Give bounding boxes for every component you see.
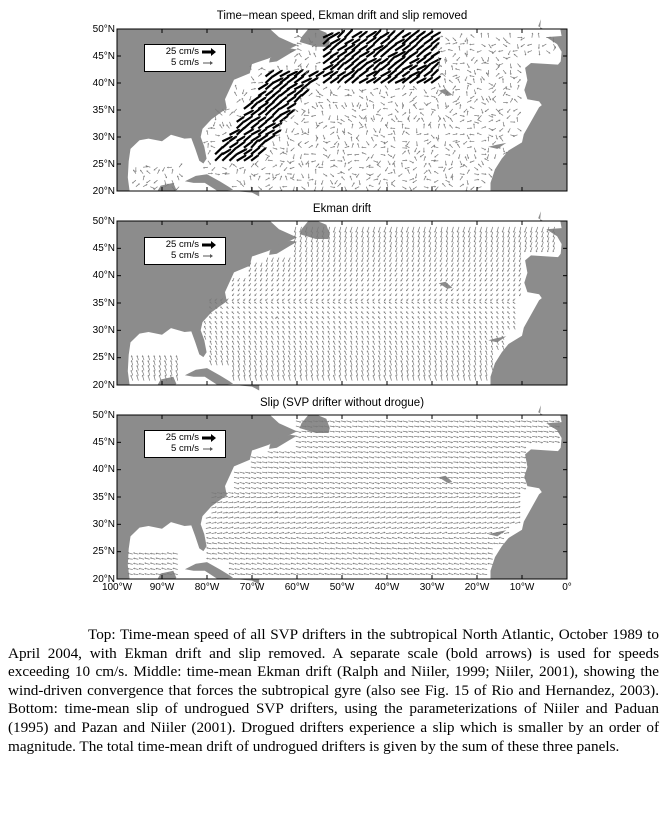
- lat-tick-label: 45°N: [92, 50, 115, 62]
- land-hispaniola: [232, 191, 259, 196]
- legend-thin-label: 5 cm/s: [171, 57, 199, 68]
- lat-tick-label: 35°N: [92, 104, 115, 116]
- lat-tick-label: 20°N: [92, 185, 115, 197]
- lat-tick-label: 40°N: [92, 77, 115, 89]
- lon-tick-label: 90°W: [149, 582, 175, 593]
- lon-tick-label: 50°W: [329, 582, 355, 593]
- thin-arrow-icon: [201, 250, 217, 262]
- panel-title-top: Time−mean speed, Ekman drift and slip removed: [216, 10, 468, 22]
- lat-tick-label: 30°N: [92, 324, 115, 336]
- lon-tick-label: 10°W: [509, 582, 535, 593]
- lon-tick-label: 80°W: [194, 582, 220, 593]
- lat-tick-label: 25°N: [92, 158, 115, 170]
- lon-tick-label: 0°: [562, 582, 572, 593]
- legend-bottom: [144, 430, 226, 458]
- lon-tick-label: 60°W: [284, 582, 310, 593]
- panel-title-bottom: Slip (SVP drifter without drogue): [259, 397, 425, 409]
- lat-tick-label: 45°N: [92, 242, 115, 254]
- lat-tick-label: 25°N: [92, 546, 115, 558]
- lat-tick-label: 35°N: [92, 491, 115, 503]
- legend-middle: [144, 237, 226, 265]
- figure-caption: Top: Time-mean speed of all SVP drifters in the subtropical North Atlantic, October 1989 to April 2004, with Ekman drift and slip removed. A separate scale (bold arrows) is used for speeds exceeding 10 cm/s. Middle: time-mean Ekman drift (Ralph and Niiler, 1999; Niiler, 2001), showing the wind-driven convergence that forces the subtropical gyre (also see Fig. 15 of Rio and Hernandez, 2003). Bottom: time-mean slip of undrogued SVP drifters, using the parameterizations of Niiler and Paduan (1995) and Pazan and Niiler (2001). Drogued drifters experience a slip which is smaller by an order of magnitude. The total time-mean drift of undrogued drifters is given by the sum of these three panels.: [8, 626, 659, 755]
- thin-arrow-icon: [201, 443, 217, 455]
- lat-tick-label: 50°N: [92, 215, 115, 227]
- lat-tick-label: 50°N: [92, 23, 115, 35]
- lon-tick-label: 30°W: [419, 582, 445, 593]
- legend-bold-label: 25 cm/s: [165, 46, 199, 57]
- legend-bold-label: 25 cm/s: [165, 239, 199, 250]
- lat-tick-label: 45°N: [92, 436, 115, 448]
- lat-tick-label: 40°N: [92, 464, 115, 476]
- legend-thin-label: 5 cm/s: [171, 443, 199, 454]
- lat-tick-label: 50°N: [92, 409, 115, 421]
- legend-thin-label: 5 cm/s: [171, 250, 199, 261]
- lon-tick-label: 20°W: [464, 582, 490, 593]
- lat-tick-label: 25°N: [92, 352, 115, 364]
- lon-tick-label: 70°W: [239, 582, 265, 593]
- lon-tick-label: 100°W: [101, 582, 133, 593]
- panel-title-middle: Ekman drift: [312, 203, 372, 215]
- lat-tick-label: 20°N: [92, 573, 115, 585]
- lat-tick-label: 30°N: [92, 131, 115, 143]
- land-hispaniola: [232, 385, 259, 391]
- legend-bold-label: 25 cm/s: [165, 432, 199, 443]
- lat-tick-label: 40°N: [92, 270, 115, 282]
- lat-tick-label: 35°N: [92, 297, 115, 309]
- lon-tick-label: 40°W: [374, 582, 400, 593]
- thin-arrow-icon: [201, 57, 217, 69]
- legend-top: [144, 44, 226, 72]
- lat-tick-label: 20°N: [92, 379, 115, 391]
- lat-tick-label: 30°N: [92, 518, 115, 530]
